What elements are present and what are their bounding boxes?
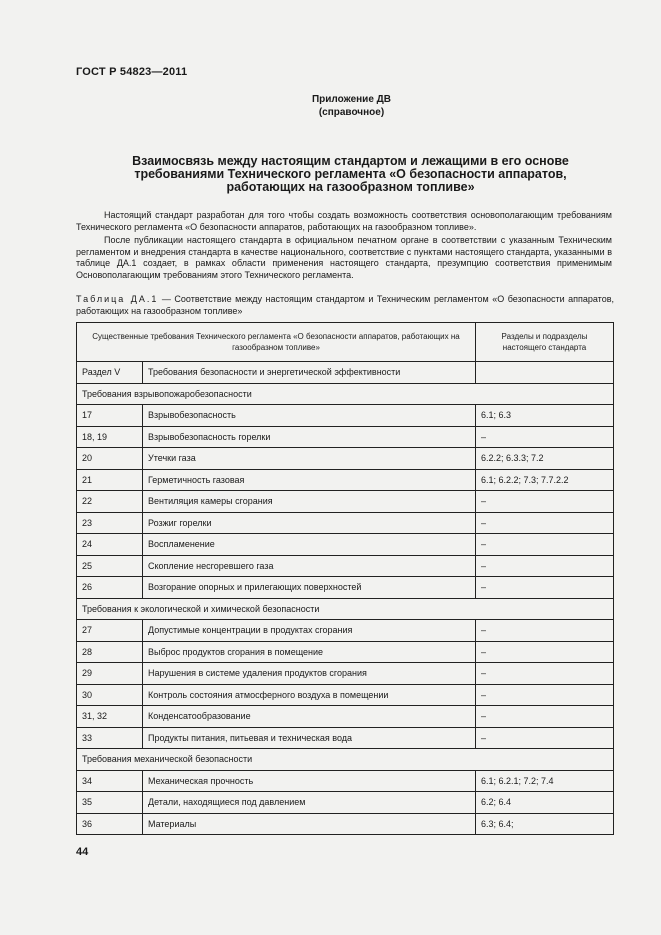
requirement-text: Механическая прочность (143, 770, 476, 792)
requirement-text: Нарушения в системе удаления продуктов сгорания (143, 663, 476, 685)
table-row (77, 362, 614, 384)
requirement-number: 24 (77, 534, 143, 556)
standard-sections: – (476, 684, 614, 706)
requirement-number: 18, 19 (77, 426, 143, 448)
table-row (77, 706, 614, 728)
header-requirements: Существенные требования Технического регламента «О безопасности аппаратов, работающих на газообразном топливе» (77, 323, 476, 362)
table-caption-text: — Соответствие между настоящим стандартом и Техническим регламентом «О безопасности аппаратов, работающих на газообразном топливе» (76, 294, 614, 316)
requirement-text: Требования безопасности и энергетической эффективности (143, 362, 476, 384)
section-title (100, 155, 601, 194)
table-group-row (77, 598, 614, 620)
appendix-title: Приложение ДВ (311, 94, 392, 105)
requirement-text: Скопление несгоревшего газа (143, 555, 476, 577)
table-row (77, 813, 614, 835)
table-caption (76, 294, 614, 317)
table-row (77, 641, 614, 663)
requirement-number: 35 (77, 792, 143, 814)
requirement-text: Продукты питания, питьевая и техническая вода (143, 727, 476, 749)
table-row (77, 405, 614, 427)
table-row (77, 577, 614, 599)
requirement-text: Взрывобезопасность (143, 405, 476, 427)
requirement-text: Допустимые концентрации в продуктах сгорания (143, 620, 476, 642)
table-row (77, 448, 614, 470)
requirement-number: 31, 32 (77, 706, 143, 728)
header-sections: Разделы и подразделы настоящего стандарта (476, 323, 614, 362)
table-row (77, 426, 614, 448)
standard-sections: – (476, 663, 614, 685)
requirements-table (76, 322, 614, 835)
requirement-number: 27 (77, 620, 143, 642)
requirement-text: Выброс продуктов сгорания в помещение (143, 641, 476, 663)
requirement-text: Утечки газа (143, 448, 476, 470)
group-label: Требования механической безопасности (77, 749, 614, 771)
table-row (77, 620, 614, 642)
requirement-number: 22 (77, 491, 143, 513)
table-row (77, 684, 614, 706)
standard-sections: – (476, 555, 614, 577)
requirement-number: 20 (77, 448, 143, 470)
requirement-text: Детали, находящиеся под давлением (143, 792, 476, 814)
table-caption-label: Таблица ДА.1 (76, 294, 159, 304)
requirement-number: 21 (77, 469, 143, 491)
table-row (77, 727, 614, 749)
standard-sections: 6.2.2; 6.3.3; 7.2 (476, 448, 614, 470)
requirement-text: Материалы (143, 813, 476, 835)
requirement-number: 34 (77, 770, 143, 792)
group-label: Требования взрывопожаробезопасности (77, 383, 614, 405)
table-row (77, 491, 614, 513)
table-group-row (77, 749, 614, 771)
requirement-text: Конденсатообразование (143, 706, 476, 728)
standard-sections: – (476, 491, 614, 513)
standard-sections (476, 362, 614, 384)
appendix-heading (0, 93, 661, 119)
standard-sections: 6.3; 6.4; (476, 813, 614, 835)
requirement-number: 30 (77, 684, 143, 706)
title-line-3: работающих на газообразном топливе» (226, 180, 475, 194)
standard-sections: – (476, 512, 614, 534)
requirement-text: Розжиг горелки (143, 512, 476, 534)
standard-sections: 6.2; 6.4 (476, 792, 614, 814)
standard-sections: – (476, 426, 614, 448)
requirement-number: 17 (77, 405, 143, 427)
group-label: Требования к экологической и химической безопасности (77, 598, 614, 620)
page-number: 44 (76, 846, 89, 858)
table-row (77, 770, 614, 792)
requirement-number: Раздел V (77, 362, 143, 384)
paragraph-intro: Настоящий стандарт разработан для того чтобы создать возможность соответствия основополагающим требованиям Технического регламента «О безопасности аппаратов, работающих на газообразном топливе». (76, 210, 612, 232)
requirement-number: 25 (77, 555, 143, 577)
table-row (77, 512, 614, 534)
requirement-text: Вентиляция камеры сгорания (143, 491, 476, 513)
table-row (77, 555, 614, 577)
standard-sections: 6.1; 6.3 (476, 405, 614, 427)
requirement-text: Герметичность газовая (143, 469, 476, 491)
standard-sections: – (476, 706, 614, 728)
standard-sections: – (476, 727, 614, 749)
table-row (77, 534, 614, 556)
standard-sections: 6.1; 6.2.1; 7.2; 7.4 (476, 770, 614, 792)
requirement-number: 36 (77, 813, 143, 835)
table-group-row (77, 383, 614, 405)
requirement-number: 28 (77, 641, 143, 663)
requirement-text: Возгорание опорных и прилегающих поверхностей (143, 577, 476, 599)
table-row (77, 663, 614, 685)
standard-sections: – (476, 534, 614, 556)
requirement-number: 23 (77, 512, 143, 534)
document-code: ГОСТ Р 54823—2011 (76, 66, 188, 78)
table-header-row (77, 323, 614, 362)
requirement-number: 26 (77, 577, 143, 599)
requirement-text: Контроль состояния атмосферного воздуха в помещении (143, 684, 476, 706)
standard-sections: – (476, 620, 614, 642)
requirement-number: 33 (77, 727, 143, 749)
title-line-1: Взаимосвязь между настоящим стандартом и лежащими в его основе (132, 154, 569, 168)
standard-sections: – (476, 577, 614, 599)
paragraph-publication: После публикации настоящего стандарта в официальном печатном органе в соответствии с указанным Техническим регламентом и внедрения стандарта в качестве национального, соответствие с пунктами настоящего стандарта, указанными в таблице ДА.1 создает, в рамках области применения настоящего стандарта, презумпцию соответствия применимым Основополагающим требованиям этого Технического регламента. (76, 235, 612, 280)
appendix-subtitle: (справочное) (318, 107, 385, 118)
table-row (77, 469, 614, 491)
standard-sections: – (476, 641, 614, 663)
requirement-number: 29 (77, 663, 143, 685)
table-row (77, 792, 614, 814)
standard-sections: 6.1; 6.2.2; 7.3; 7.7.2.2 (476, 469, 614, 491)
requirement-text: Взрывобезопасность горелки (143, 426, 476, 448)
requirement-text: Воспламенение (143, 534, 476, 556)
title-line-2: требованиями Технического регламента «О безопасности аппаратов, (134, 167, 567, 181)
